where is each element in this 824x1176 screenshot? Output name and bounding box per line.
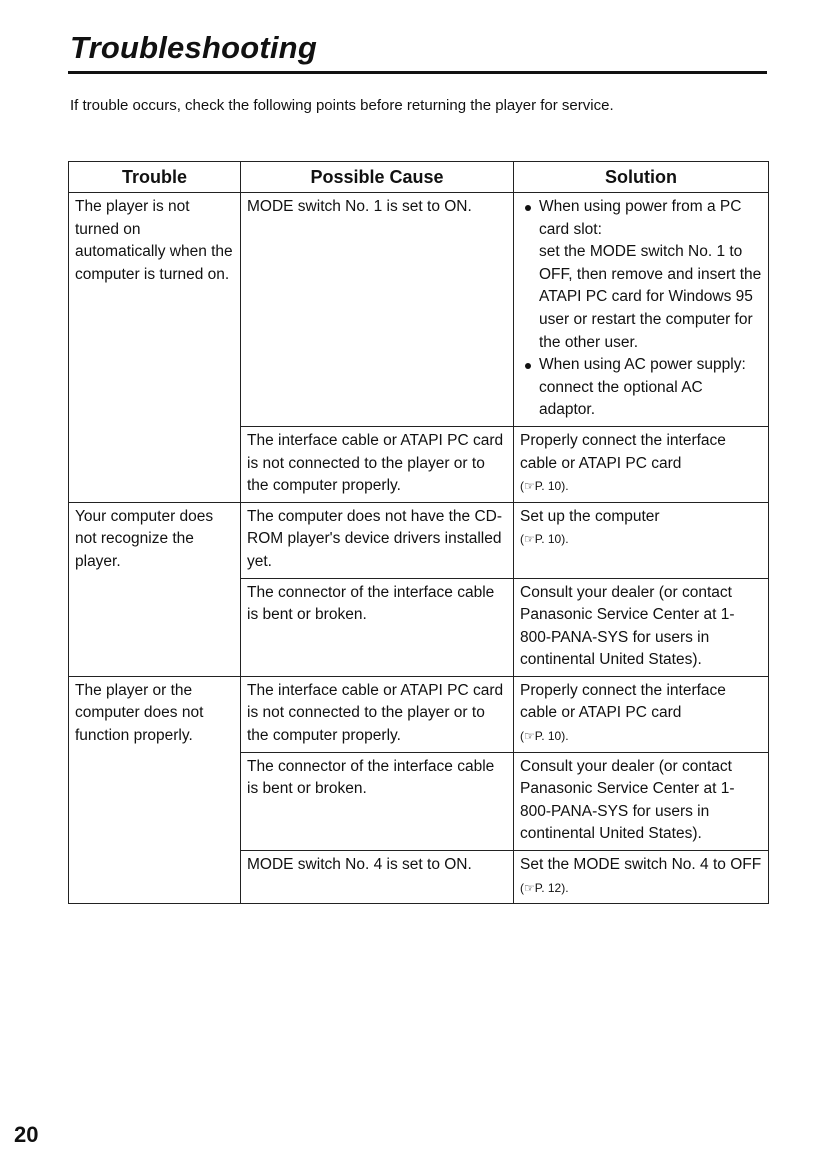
page-reference: (☞P. 10). bbox=[520, 532, 569, 547]
page-reference: (☞P. 10). bbox=[520, 479, 569, 494]
page-number: 20 bbox=[14, 1122, 39, 1147]
cause-cell: The connector of the interface cable is bent or broken. bbox=[241, 752, 514, 850]
solution-cell bbox=[514, 426, 769, 502]
cause-cell: The computer does not have the CD-ROM player's device drivers installed yet. bbox=[241, 502, 514, 578]
page-reference: (☞P. 10). bbox=[520, 729, 569, 744]
solution-cell bbox=[514, 193, 769, 427]
solution-bullet bbox=[520, 196, 762, 354]
page-title: Troubleshooting bbox=[70, 30, 317, 65]
table-row bbox=[69, 502, 769, 578]
solution-bullet bbox=[520, 354, 762, 422]
cause-cell: The interface cable or ATAPI PC card is not connected to the player or to the computer properly. bbox=[241, 426, 514, 502]
cause-cell: The interface cable or ATAPI PC card is not connected to the player or to the computer properly. bbox=[241, 676, 514, 752]
header-possible-cause: Possible Cause bbox=[241, 162, 514, 193]
table-row bbox=[69, 193, 769, 427]
solution-text: Set the MODE switch No. 4 to OFF bbox=[520, 856, 762, 874]
solution-cell bbox=[514, 502, 769, 578]
header-solution: Solution bbox=[514, 162, 769, 193]
trouble-cell: Your computer does not recognize the player. bbox=[69, 502, 241, 676]
solution-bullet-list bbox=[520, 196, 762, 422]
cause-cell: The connector of the interface cable is bent or broken. bbox=[241, 578, 514, 676]
title-divider bbox=[68, 71, 767, 74]
solution-text: Properly connect the interface cable or ATAPI PC card bbox=[520, 681, 726, 722]
solution-cell: Consult your dealer (or contact Panasonic Service Center at 1-800-PANA-SYS for users in continental United States). bbox=[514, 578, 769, 676]
table-row bbox=[69, 676, 769, 752]
solution-cell: Consult your dealer (or contact Panasonic Service Center at 1-800-PANA-SYS for users in continental United States). bbox=[514, 752, 769, 850]
solution-text: Properly connect the interface cable or ATAPI PC card bbox=[520, 431, 726, 472]
solution-bullet-detail: set the MODE switch No. 1 to OFF, then remove and insert the ATAPI PC card for Windows 95 user or restart the computer for the other user. bbox=[539, 243, 762, 351]
trouble-cell: The player is not turned on automatically when the computer is turned on. bbox=[69, 193, 241, 503]
header-trouble: Trouble bbox=[69, 162, 241, 193]
bullet-icon bbox=[525, 363, 531, 369]
solution-cell bbox=[514, 676, 769, 752]
page-reference: (☞P. 12). bbox=[520, 880, 569, 895]
solution-cell bbox=[514, 851, 769, 904]
solution-text: Set up the computer bbox=[520, 507, 660, 525]
cause-cell: MODE switch No. 4 is set to ON. bbox=[241, 851, 514, 904]
trouble-cell: The player or the computer does not function properly. bbox=[69, 676, 241, 903]
troubleshooting-table bbox=[68, 161, 769, 904]
cause-cell: MODE switch No. 1 is set to ON. bbox=[241, 193, 514, 427]
solution-bullet-heading: When using power from a PC card slot: bbox=[539, 198, 742, 238]
table-header-row bbox=[69, 162, 769, 193]
solution-bullet-detail: connect the optional AC adaptor. bbox=[539, 378, 703, 419]
intro-text: If trouble occurs, check the following points before returning the player for service. bbox=[70, 97, 614, 114]
bullet-icon bbox=[525, 205, 531, 211]
solution-bullet-heading: When using AC power supply: bbox=[539, 356, 746, 374]
